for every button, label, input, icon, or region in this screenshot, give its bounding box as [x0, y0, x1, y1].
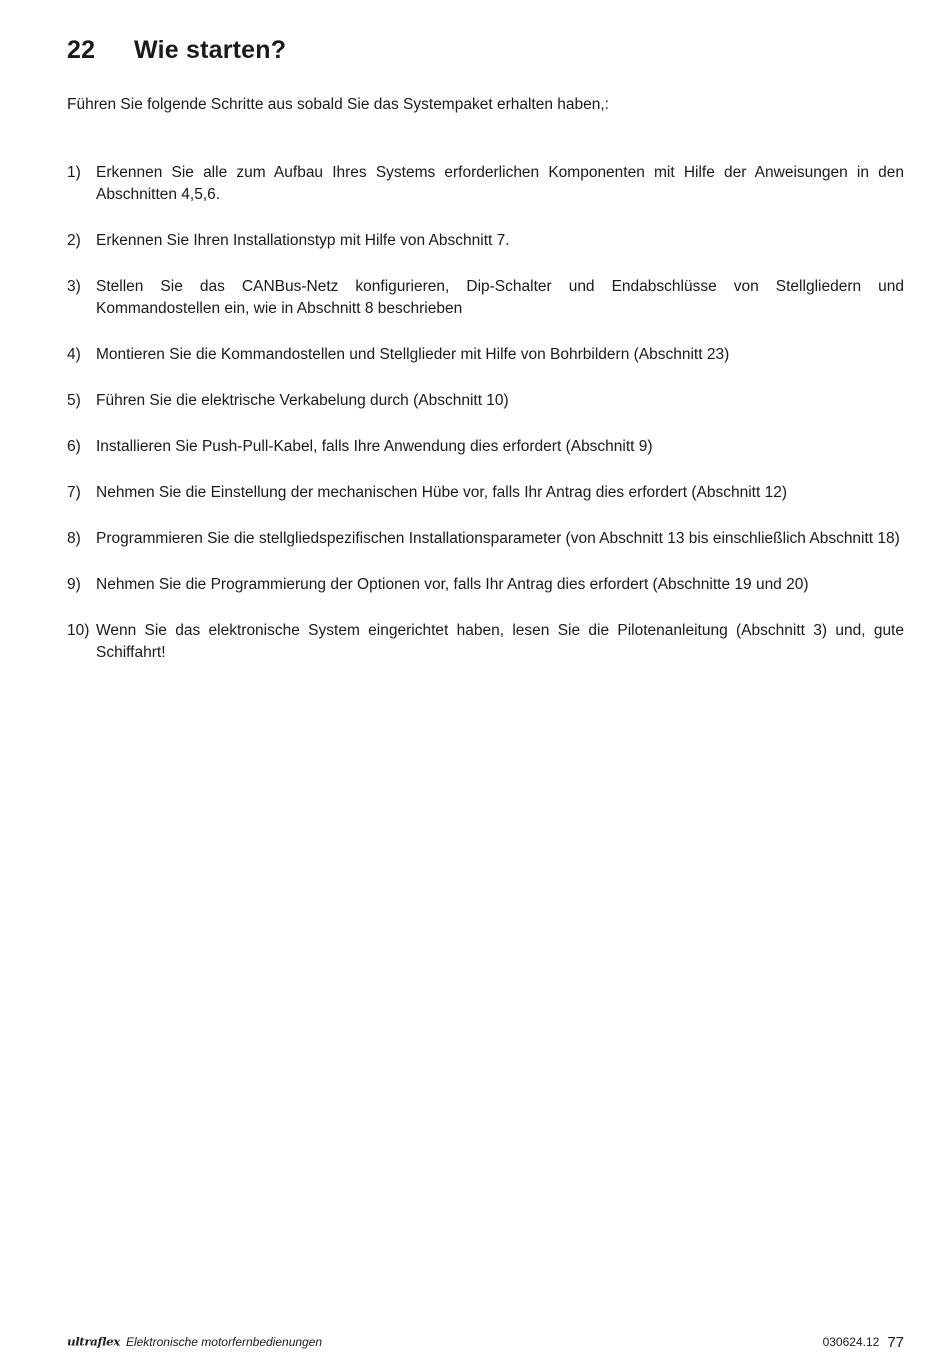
- step-text: Erkennen Sie alle zum Aufbau Ihres Systems erforderlichen Komponenten mit Hilfe der Anweisungen in den Abschnitten 4,5,6.: [96, 164, 904, 203]
- footer-right: [823, 1334, 904, 1351]
- step-item: [67, 344, 904, 366]
- step-item: [67, 390, 904, 412]
- footer-title: Elektronische motorfernbedienungen: [125, 1335, 323, 1349]
- step-item: [67, 620, 904, 664]
- section-number: 22: [67, 36, 96, 64]
- step-text: Programmieren Sie die stellgliedspezifischen Installationsparameter (von Abschnitt 13 bis einschließlich Abschnitt 18): [96, 530, 900, 547]
- step-item: [67, 436, 904, 458]
- step-number: 2): [67, 232, 81, 249]
- steps-list: [67, 162, 904, 688]
- step-text: Stellen Sie das CANBus-Netz konfigurieren, Dip-Schalter und Endabschlüsse von Stellgliedern und Kommandostellen ein, wie in Abschnitt 8 beschrieben: [96, 278, 904, 317]
- step-item: [67, 482, 904, 504]
- step-number: 4): [67, 346, 81, 363]
- step-text: Wenn Sie das elektronische System eingerichtet haben, lesen Sie die Pilotenanleitung (Abschnitt 3) und, gute Schiffahrt!: [96, 622, 904, 661]
- step-text: Führen Sie die elektrische Verkabelung durch (Abschnitt 10): [96, 392, 509, 409]
- step-text: Erkennen Sie Ihren Installationstyp mit Hilfe von Abschnitt 7.: [96, 232, 510, 249]
- step-item: [67, 574, 904, 596]
- step-number: 7): [67, 484, 81, 501]
- document-code: 030624.12: [822, 1335, 880, 1349]
- intro-text: Führen Sie folgende Schritte aus sobald Sie das Systempaket erhalten haben,:: [67, 96, 609, 113]
- page-heading: [67, 36, 286, 65]
- step-item: [67, 162, 904, 206]
- step-item: [67, 230, 904, 252]
- page-number: 77: [887, 1333, 904, 1351]
- step-text: Nehmen Sie die Programmierung der Optionen vor, falls Ihr Antrag dies erfordert (Abschnitte 19 und 20): [96, 576, 809, 593]
- step-item: [67, 528, 904, 550]
- step-number: 1): [67, 164, 81, 181]
- step-number: 8): [67, 530, 81, 547]
- step-item: [67, 276, 904, 320]
- step-text: Montieren Sie die Kommandostellen und Stellglieder mit Hilfe von Bohrbildern (Abschnitt 23): [96, 346, 730, 363]
- step-text: Installieren Sie Push-Pull-Kabel, falls Ihre Anwendung dies erfordert (Abschnitt 9): [96, 438, 653, 455]
- step-text: Nehmen Sie die Einstellung der mechanischen Hübe vor, falls Ihr Antrag dies erfordert (Abschnitt 12): [96, 484, 787, 501]
- step-number: 10): [67, 622, 90, 639]
- step-number: 3): [67, 278, 81, 295]
- page-footer: [67, 1332, 904, 1352]
- brand-logo: ultraflex: [67, 1335, 120, 1349]
- page-title: Wie starten?: [134, 36, 287, 64]
- step-number: 6): [67, 438, 81, 455]
- step-number: 5): [67, 392, 81, 409]
- step-number: 9): [67, 576, 81, 593]
